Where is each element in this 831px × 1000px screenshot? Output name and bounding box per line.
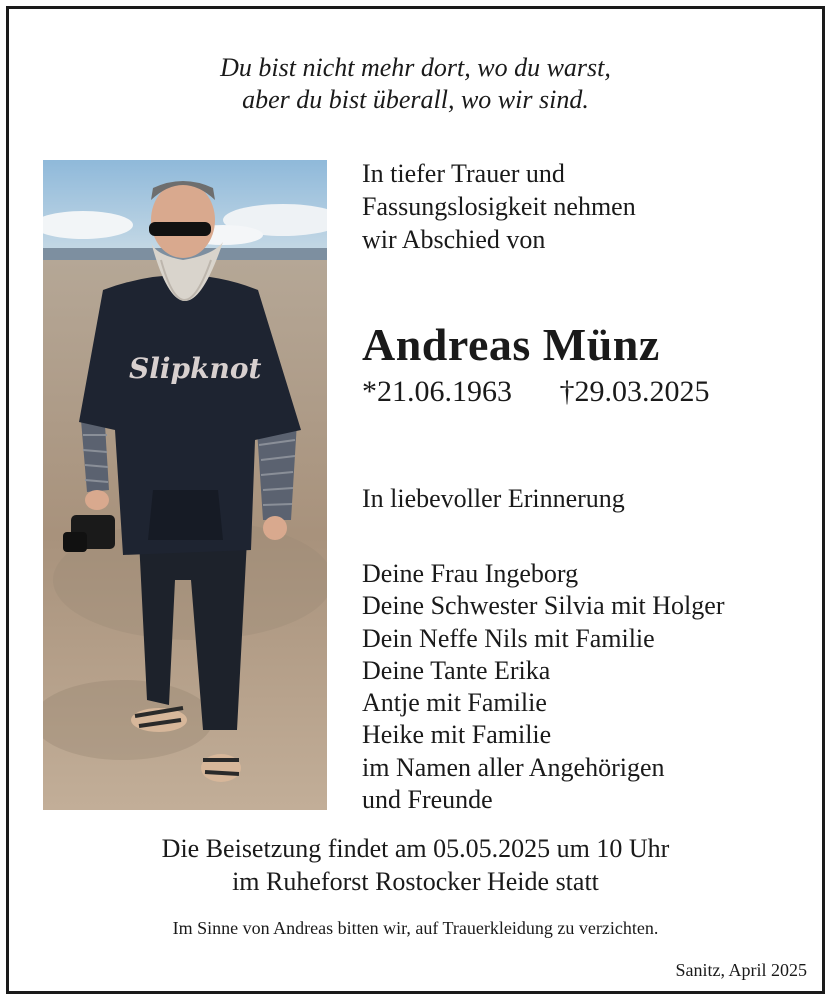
place-date: Sanitz, April 2025	[675, 960, 807, 980]
intro-line-3: wir Abschied von	[362, 225, 546, 254]
intro-line-1: In tiefer Trauer und	[362, 159, 565, 188]
mourner-item: Deine Frau Ingeborg	[362, 559, 579, 588]
mourners-list	[362, 558, 724, 816]
motto-line-2: aber du bist überall, wo wir sind.	[242, 85, 589, 114]
mourner-item: Heike mit Familie	[362, 720, 552, 750]
funeral-line-1: Die Beisetzung findet am 05.05.2025 um 10 Uhr	[161, 834, 670, 863]
motto-quote	[0, 52, 831, 116]
portrait-photo	[43, 160, 327, 810]
intro-line-2: Fassungslosigkeit nehmen	[362, 192, 636, 221]
death-date: †29.03.2025	[559, 375, 710, 408]
funeral-line-2: im Ruheforst Rostocker Heide statt	[232, 867, 599, 896]
svg-text:Slipknot: Slipknot	[129, 352, 262, 385]
mourner-item: Antje mit Familie	[362, 688, 547, 718]
deceased-name: Andreas Münz	[362, 319, 660, 370]
mourner-item: Deine Tante Erika	[362, 655, 551, 685]
mourner-item: Deine Schwester Silvia mit Holger	[362, 591, 725, 621]
intro-text	[362, 157, 636, 256]
birth-date: *21.06.1963	[362, 375, 512, 408]
dress-request: Im Sinne von Andreas bitten wir, auf Trauerkleidung zu verzichten.	[172, 918, 659, 938]
mourner-item: Dein Neffe Nils mit Familie	[362, 623, 655, 653]
funeral-notice	[0, 832, 831, 898]
mourner-item: im Namen aller Angehörigen	[362, 752, 665, 782]
motto-line-1: Du bist nicht mehr dort, wo du warst,	[220, 53, 611, 82]
memory-line: In liebevoller Erinnerung	[362, 484, 625, 513]
mourner-item: und Freunde	[362, 785, 493, 815]
life-dates	[362, 375, 710, 409]
